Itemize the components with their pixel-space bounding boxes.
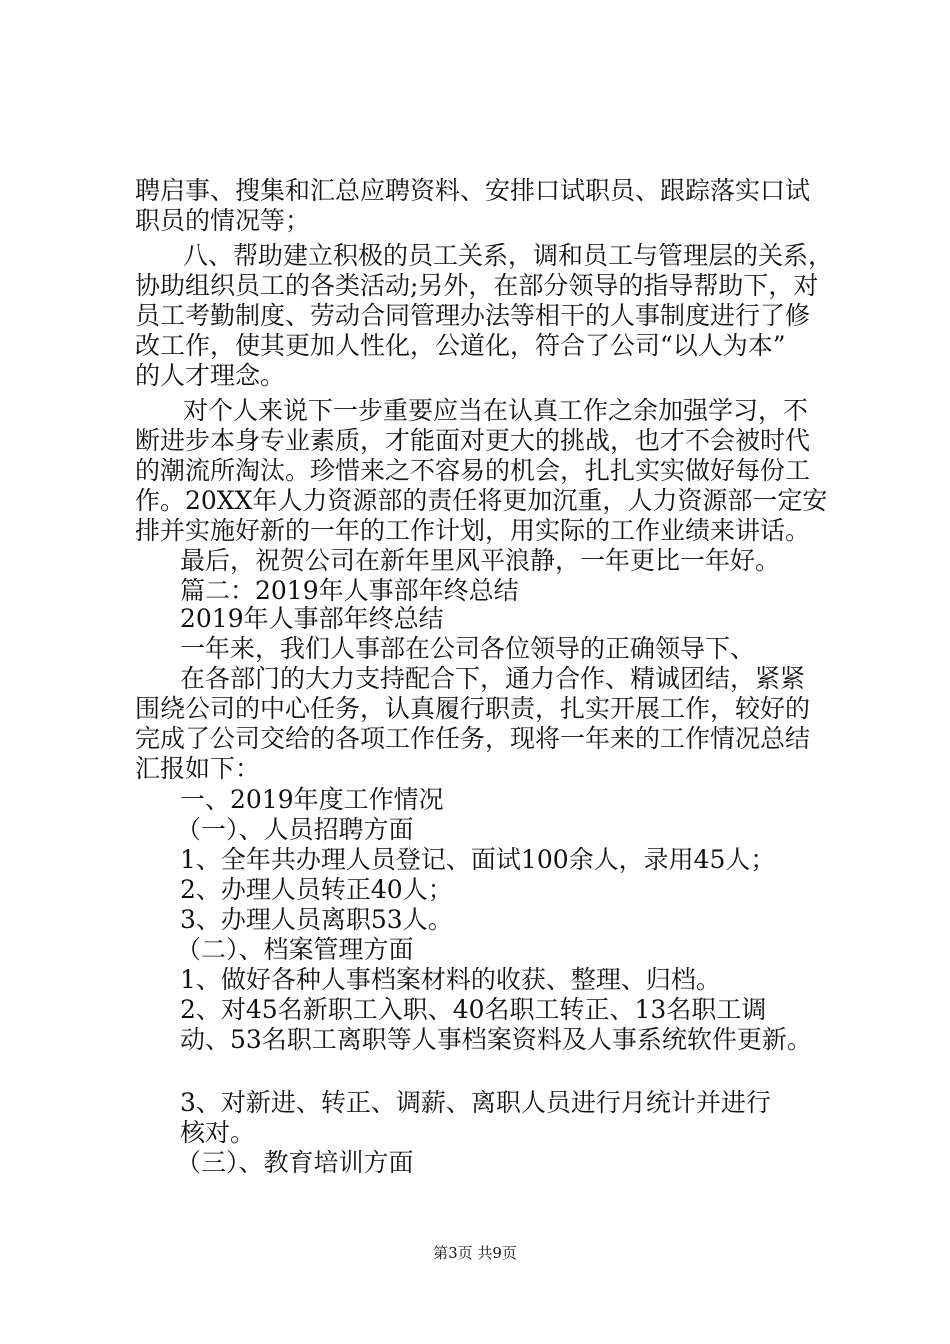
body-line: 的潮流所淘汰。珍惜来之不容易的机会，扎扎实实做好每份工 bbox=[135, 456, 811, 485]
page-number-footer: 第3页 共9页 bbox=[433, 1244, 517, 1262]
body-line: 最后，祝贺公司在新年里风平浪静，一年更比一年好。 bbox=[180, 546, 781, 575]
subsection-heading: （二）、档案管理方面 bbox=[176, 935, 414, 964]
body-line: 在各部门的大力支持配合下，通力合作、精诚团结，紧紧 bbox=[180, 664, 806, 693]
body-line: 协助组织员工的各类活动;另外，在部分领导的指导帮助下，对 bbox=[135, 271, 819, 300]
body-line: 员工考勤制度、劳动合同管理办法等相干的人事制度进行了修 bbox=[135, 301, 811, 330]
body-line: 作。20XX年人力资源部的责任将更加沉重，人力资源部一定安 bbox=[135, 486, 828, 515]
list-item: 2、对45名新职工入职、40名职工转正、13名职工调 bbox=[180, 995, 767, 1024]
section-heading: 一、2019年度工作情况 bbox=[180, 785, 444, 814]
body-line: 八、帮助建立积极的员工关系，调和员工与管理层的关系， bbox=[183, 241, 834, 270]
body-line: 排并实施好新的一年的工作计划，用实际的工作业绩来讲话。 bbox=[135, 516, 811, 545]
body-line: 断进步本身专业素质，才能面对更大的挑战，也才不会被时代 bbox=[135, 426, 811, 455]
body-line: 汇报如下： bbox=[135, 754, 261, 783]
subsection-heading: （一）、人员招聘方面 bbox=[176, 815, 414, 844]
body-line: 一年来，我们人事部在公司各位领导的正确领导下、 bbox=[180, 634, 756, 663]
list-item: 3、办理人员离职53人。 bbox=[180, 905, 453, 934]
document-title: 2019年人事部年终总结 bbox=[180, 604, 444, 633]
subsection-heading: （三）、教育培训方面 bbox=[176, 1148, 414, 1177]
body-line: 对个人来说下一步重要应当在认真工作之余加强学习，不 bbox=[183, 396, 809, 425]
list-item: 1、全年共办理人员登记、面试100余人，录用45人； bbox=[180, 845, 776, 874]
body-line: 职员的情况等； bbox=[135, 206, 311, 235]
list-item: 1、做好各种人事档案材料的收获、整理、归档。 bbox=[180, 965, 721, 994]
list-item: 2、办理人员转正40人； bbox=[180, 875, 453, 904]
list-item: 3、对新进、转正、调薪、离职人员进行月统计并进行 bbox=[180, 1088, 771, 1117]
list-item: 动、53名职工离职等人事档案资料及人事系统软件更新。 bbox=[180, 1025, 812, 1054]
section-heading: 篇二：2019年人事部年终总结 bbox=[180, 576, 519, 605]
body-line: 围绕公司的中心任务，认真履行职责，扎实开展工作，较好的 bbox=[135, 694, 811, 723]
list-item: 核对。 bbox=[180, 1118, 256, 1147]
body-line: 完成了公司交给的各项工作任务，现将一年来的工作情况总结 bbox=[135, 724, 811, 753]
body-line: 聘启事、搜集和汇总应聘资料、安排口试职员、跟踪落实口试 bbox=[135, 176, 811, 205]
body-line: 改工作，使其更加人性化，公道化，符合了公司“以人为本” bbox=[135, 331, 786, 360]
body-line: 的人才理念。 bbox=[135, 361, 286, 390]
